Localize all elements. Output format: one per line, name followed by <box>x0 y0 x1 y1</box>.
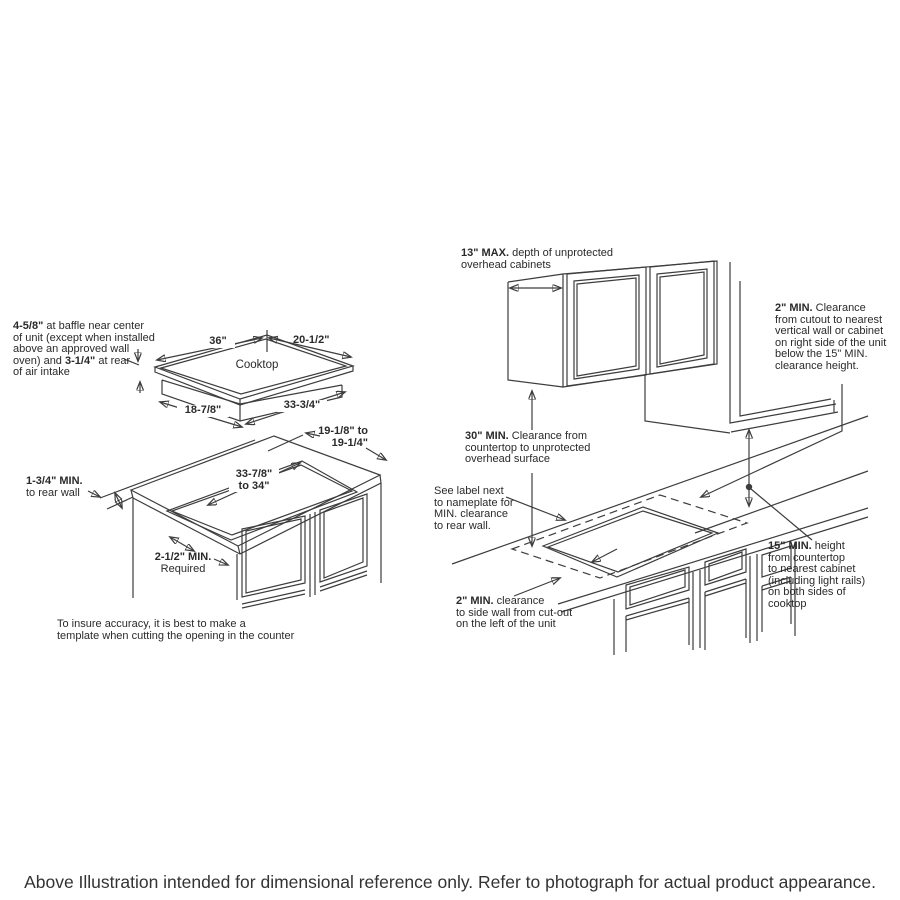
leader-15min <box>751 489 812 540</box>
label-cooktop: Cooktop <box>235 359 279 371</box>
counter-back-edge-right <box>695 471 868 533</box>
dimensional-reference-caption: Above Illustration intended for dimensional reference only. Refer to photograph for actual product appearance. <box>24 872 876 892</box>
right-cabinet-side-face <box>645 374 730 433</box>
cabinet-door1-frame <box>574 275 639 379</box>
label-cutout-depth: 19-1/8" to 19-1/4" <box>318 425 368 449</box>
label-side-height-min: 15" MIN. height from countertop to nearest cabinet (including light rails) on both sides of cooktop <box>768 540 866 610</box>
dim-cutout-depth-ext <box>268 435 303 451</box>
label-right-side-clearance: 2" MIN. Clearance from cutout to nearest vertical wall or cabinet on right side of the unit below the 15" MIN. clearance height. <box>775 302 887 372</box>
label-overhead-depth: 13" MAX. depth of unprotected overhead cabinets <box>461 247 613 271</box>
counter-cutout-isometric <box>88 433 386 608</box>
leader-see-label <box>506 497 565 520</box>
label-baffle-note: 4-5/8" at baffle near center of unit (except when installed above an approved wall oven) and 3-1/4" at rear of air intake <box>13 320 155 379</box>
label-dim-18-7-8: 18-7/8" <box>177 405 229 417</box>
label-front-rail-min: 2-1/2" MIN. Required <box>154 551 212 575</box>
cabinet-door1 <box>567 267 646 386</box>
label-dim-20-1-2: 20-1/2" <box>293 334 330 346</box>
dim-cutout-depth-arrow-right <box>366 448 386 460</box>
label-dim-33-3-4: 33-3/4" <box>277 400 327 412</box>
label-overhead-clearance: 30" MIN. Clearance from countertop to unprotected overhead surface <box>465 430 591 466</box>
base-cabinet-stile <box>310 512 315 597</box>
rear-wall-gap-arrow <box>115 493 122 508</box>
label-template-note: To insure accuracy, it is best to make a template when cutting the opening in the counter <box>57 618 295 642</box>
cabinet-door2-frame <box>657 269 707 367</box>
rear-wall-leader <box>88 491 100 497</box>
label-rear-wall-note: See label next to nameplate for MIN. clearance to rear wall. <box>434 485 514 532</box>
label-rear-wall-min: 1-3/4" MIN. to rear wall <box>26 475 83 499</box>
base-panel-b-lower <box>705 579 746 650</box>
cutout-corner-arrow <box>592 549 617 562</box>
cutout-opening-inner <box>548 511 712 572</box>
front-rail-leader <box>214 559 228 565</box>
label-left-side-clearance: 2" MIN. clearance to side wall from cut-out on the left of the unit <box>456 595 573 631</box>
label-dim-36: 36" <box>201 336 235 348</box>
cabinet-side-face <box>508 274 563 387</box>
leader-2min-left <box>514 578 560 596</box>
base-cabinet-panel-b <box>320 494 367 582</box>
label-cutout-width: 33-7/8" to 34" <box>229 469 279 492</box>
base-panel-b-upper <box>705 549 746 585</box>
front-rail-arrow <box>170 537 194 551</box>
